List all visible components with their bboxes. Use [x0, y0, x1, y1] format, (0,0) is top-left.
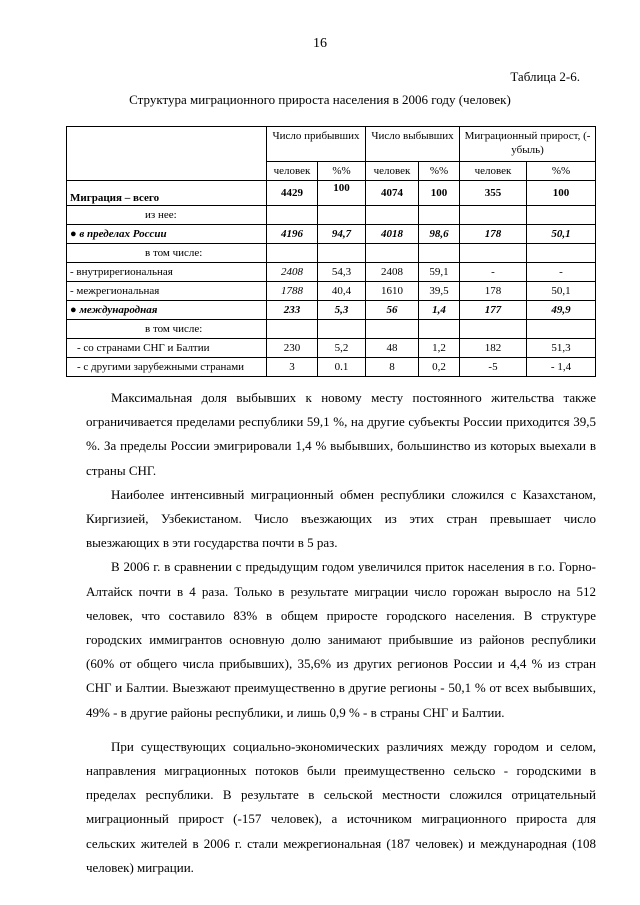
- subheader-persons: человек: [267, 162, 318, 181]
- table-row: [67, 282, 596, 301]
- row-label: - со странами СНГ и Балтии: [67, 339, 267, 358]
- cell: 182: [460, 339, 527, 358]
- cell: -5: [460, 358, 527, 377]
- cell: [419, 206, 460, 225]
- row-label: в том числе:: [67, 320, 267, 339]
- cell: 100: [419, 181, 460, 206]
- table-row-total: [67, 181, 596, 206]
- migration-table: [66, 126, 596, 377]
- cell: [460, 320, 527, 339]
- subheader-percent: %%: [419, 162, 460, 181]
- table-row: [67, 320, 596, 339]
- cell: 100: [527, 181, 596, 206]
- row-label: - межрегиональная: [67, 282, 267, 301]
- cell: [460, 244, 527, 263]
- table-row: [67, 206, 596, 225]
- cell: 178: [460, 282, 527, 301]
- cell: 4074: [366, 181, 419, 206]
- row-label: - с другими зарубежными странами: [67, 358, 267, 377]
- row-label: ● в пределах России: [67, 225, 267, 244]
- cell: 49,9: [527, 301, 596, 320]
- body-text: [86, 386, 596, 880]
- cell: [366, 320, 419, 339]
- subheader-percent: %%: [527, 162, 596, 181]
- table-row: [67, 301, 596, 320]
- cell: [318, 320, 366, 339]
- cell: 56: [366, 301, 419, 320]
- table-title: Структура миграционного прироста населения в 2006 году (человек): [129, 92, 511, 107]
- paragraph: Наиболее интенсивный миграционный обмен республики сложился с Казахстаном, Киргизией, Узбекистаном. Число въезжающих из этих стран превышает число выезжающих в эти государства почти в 5 раз.: [86, 486, 596, 551]
- table-label: Таблица 2-6.: [510, 69, 580, 84]
- cell: 1,2: [419, 339, 460, 358]
- row-label: из нее:: [67, 206, 267, 225]
- row-label: ● международная: [67, 301, 267, 320]
- cell: 2408: [366, 263, 419, 282]
- cell: 0,2: [419, 358, 460, 377]
- cell: - 1,4: [527, 358, 596, 377]
- cell: 1610: [366, 282, 419, 301]
- cell: 48: [366, 339, 419, 358]
- header-corner-cell: [67, 127, 267, 181]
- cell: [419, 320, 460, 339]
- cell: [460, 206, 527, 225]
- cell: [318, 206, 366, 225]
- cell: 5,2: [318, 339, 366, 358]
- cell: 8: [366, 358, 419, 377]
- cell: 98,6: [419, 225, 460, 244]
- cell: [267, 206, 318, 225]
- cell: 50,1: [527, 225, 596, 244]
- cell: [267, 244, 318, 263]
- subheader-persons: человек: [460, 162, 527, 181]
- table-row: [67, 263, 596, 282]
- cell: 5,3: [318, 301, 366, 320]
- cell: [267, 320, 318, 339]
- row-label: в том числе:: [67, 244, 267, 263]
- cell: 230: [267, 339, 318, 358]
- cell: 178: [460, 225, 527, 244]
- cell: 0.1: [318, 358, 366, 377]
- cell: 51,3: [527, 339, 596, 358]
- cell: [527, 320, 596, 339]
- paragraph: Максимальная доля выбывших к новому месту постоянного жительства также ограничивается пределами республики 59,1 %, на другие субъекты России приходится 39,5 %. За пределы России эмигрировали 1,4 % выбывших, большинство из которых выехали в страны СНГ.: [86, 390, 596, 478]
- cell: 177: [460, 301, 527, 320]
- cell: 355: [460, 181, 527, 206]
- cell: 4018: [366, 225, 419, 244]
- cell: 4196: [267, 225, 318, 244]
- cell: 2408: [267, 263, 318, 282]
- header-departed: Число выбывших: [366, 127, 460, 162]
- cell: 50,1: [527, 282, 596, 301]
- table-row: [67, 225, 596, 244]
- table-row: [67, 244, 596, 263]
- row-label: Миграция – всего: [67, 181, 267, 206]
- cell: [366, 206, 419, 225]
- cell: [318, 244, 366, 263]
- row-label: - внутрирегиональная: [67, 263, 267, 282]
- cell: 54,3: [318, 263, 366, 282]
- cell: 1788: [267, 282, 318, 301]
- cell: 100: [318, 181, 366, 206]
- subheader-persons: человек: [366, 162, 419, 181]
- cell: [527, 206, 596, 225]
- header-growth: Миграционный прирост, (- убыль): [460, 127, 596, 162]
- cell: [419, 244, 460, 263]
- page-number: 16: [313, 36, 327, 51]
- cell: 1,4: [419, 301, 460, 320]
- paragraph: В 2006 г. в сравнении с предыдущим годом увеличился приток населения в г.о. Горно-Алтайск почти в 4 раза. Только в результате миграции число горожан выросло на 512 человек, что составило 83% в общем приросте городского населения. В структуре городских иммигрантов основную долю занимают прибывшие из районов республики (60% от общего числа прибывших), 35,6% из других регионов России и 4,4 % из стран СНГ и Балтии. Выезжают преимущественно в другие регионы - 50,1 % от всех выбывших, 49% - в другие районы республики, и лишь 0,9 % - в страны СНГ и Балтии.: [86, 559, 596, 720]
- paragraph: При существующих социально-экономических различиях между городом и селом, направления миграционных потоков были преимущественно сельско - городскими в пределах республики. В результате в сельской местности сложился отрицательный миграционный прирост (-157 человек), а источником миграционного прироста для сельских жителей в 2006 г. стали межрегиональная (187 человек) и международная (108 человек) миграции.: [86, 738, 596, 875]
- table-row: [67, 339, 596, 358]
- cell: [527, 244, 596, 263]
- cell: 4429: [267, 181, 318, 206]
- cell: -: [460, 263, 527, 282]
- cell: [366, 244, 419, 263]
- table-row: [67, 358, 596, 377]
- cell: 3: [267, 358, 318, 377]
- header-arrived: Число прибывших: [267, 127, 366, 162]
- cell: 94,7: [318, 225, 366, 244]
- cell: 59,1: [419, 263, 460, 282]
- subheader-percent: %%: [318, 162, 366, 181]
- cell: -: [527, 263, 596, 282]
- cell: 39,5: [419, 282, 460, 301]
- cell: 40,4: [318, 282, 366, 301]
- cell: 233: [267, 301, 318, 320]
